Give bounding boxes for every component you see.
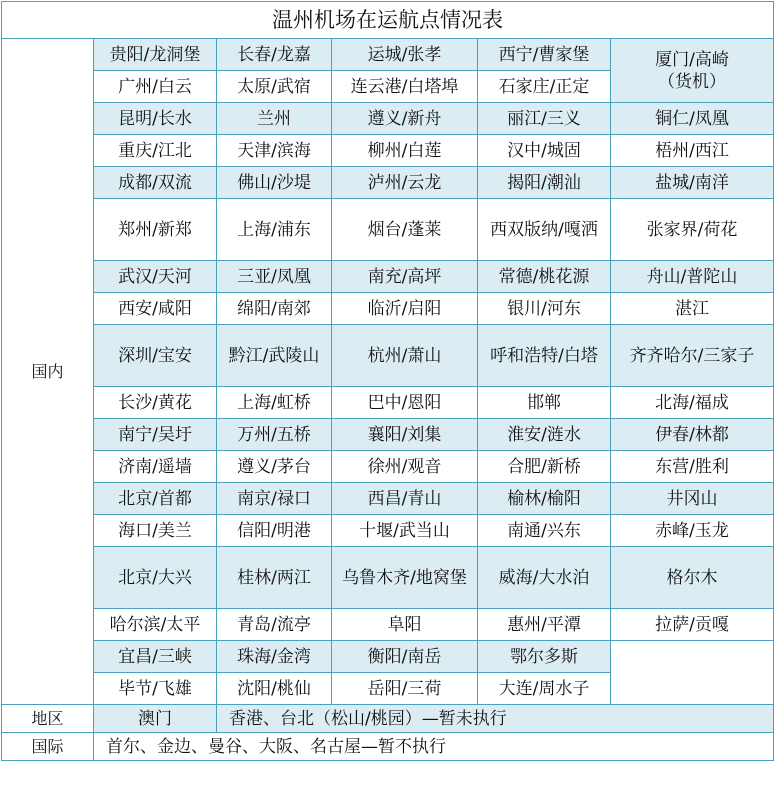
table-cell: 岳阳/三荷 — [332, 673, 478, 705]
international-category-label: 国际 — [2, 733, 94, 761]
table-cell: 西双版纳/嘎洒 — [478, 199, 611, 261]
table-cell: 银川/河东 — [478, 293, 611, 325]
cell-line: 厦门/高崎 — [655, 49, 729, 70]
table-cell: 杭州/萧山 — [332, 325, 478, 387]
table-cell: 北京/大兴 — [94, 547, 217, 609]
table-cell: 盐城/南洋 — [611, 167, 774, 199]
table-cell: 北京/首都 — [94, 483, 217, 515]
table-cell: 西安/咸阳 — [94, 293, 217, 325]
table-cell: 贵阳/龙洞堡 — [94, 39, 217, 71]
table-cell: 大连/周水子 — [478, 673, 611, 705]
table-cell: 南京/禄口 — [217, 483, 332, 515]
table-cell: 南通/兴东 — [478, 515, 611, 547]
table-cell: 运城/张孝 — [332, 39, 478, 71]
table-row — [2, 293, 774, 325]
table-row — [2, 387, 774, 419]
table-cell: 张家界/荷花 — [611, 199, 774, 261]
table-cell: 毕节/飞雄 — [94, 673, 217, 705]
table-cell: 绵阳/南郊 — [217, 293, 332, 325]
table-row — [2, 547, 774, 609]
table-cell: 拉萨/贡嘎 — [611, 609, 774, 641]
international-row — [2, 733, 774, 761]
table-cell: 成都/双流 — [94, 167, 217, 199]
table-cell: 佛山/沙堤 — [217, 167, 332, 199]
table-cell: 格尔木 — [611, 547, 774, 609]
table-cell: 广州/白云 — [94, 71, 217, 103]
region-row — [2, 705, 774, 733]
table-row — [2, 419, 774, 451]
table-cell — [611, 641, 774, 705]
route-table — [1, 1, 774, 761]
table-cell: 上海/浦东 — [217, 199, 332, 261]
table-cell: 北海/福成 — [611, 387, 774, 419]
table-cell: 烟台/蓬莱 — [332, 199, 478, 261]
table-cell: 徐州/观音 — [332, 451, 478, 483]
table-row — [2, 199, 774, 261]
table-cell: 重庆/江北 — [94, 135, 217, 167]
region-cell-macau: 澳门 — [94, 705, 217, 733]
table-cell: 西宁/曹家堡 — [478, 39, 611, 71]
table-cell: 巴中/恩阳 — [332, 387, 478, 419]
table-cell — [611, 39, 774, 103]
region-category-label: 地区 — [2, 705, 94, 733]
table-cell: 威海/大水泊 — [478, 547, 611, 609]
table-cell: 石家庄/正定 — [478, 71, 611, 103]
table-cell: 哈尔滨/太平 — [94, 609, 217, 641]
table-cell: 东营/胜利 — [611, 451, 774, 483]
table-cell: 长沙/黄花 — [94, 387, 217, 419]
table-cell: 常德/桃花源 — [478, 261, 611, 293]
table-cell: 遵义/新舟 — [332, 103, 478, 135]
table-cell: 昆明/长水 — [94, 103, 217, 135]
table-cell: 乌鲁木齐/地窝堡 — [332, 547, 478, 609]
route-table-container — [1, 1, 773, 788]
table-cell: 武汉/天河 — [94, 261, 217, 293]
table-cell: 上海/虹桥 — [217, 387, 332, 419]
table-cell: 舟山/普陀山 — [611, 261, 774, 293]
table-cell: 井冈山 — [611, 483, 774, 515]
table-cell: 榆林/榆阳 — [478, 483, 611, 515]
table-cell: 桂林/两江 — [217, 547, 332, 609]
cell-line: （货机） — [658, 71, 727, 92]
table-cell: 铜仁/凤凰 — [611, 103, 774, 135]
region-cell-others: 香港、台北（松山/桃园）—暂未执行 — [217, 705, 774, 733]
table-row — [2, 609, 774, 641]
table-cell: 深圳/宝安 — [94, 325, 217, 387]
table-row — [2, 261, 774, 293]
table-cell: 惠州/平潭 — [478, 609, 611, 641]
international-cell: 首尔、金边、曼谷、大阪、名古屋—暂不执行 — [94, 733, 774, 761]
table-cell: 宜昌/三峡 — [94, 641, 217, 673]
table-row — [2, 325, 774, 387]
table-cell: 万州/五桥 — [217, 419, 332, 451]
table-cell: 南宁/吴圩 — [94, 419, 217, 451]
table-cell: 青岛/流亭 — [217, 609, 332, 641]
table-cell: 柳州/白莲 — [332, 135, 478, 167]
table-cell: 汉中/城固 — [478, 135, 611, 167]
table-cell: 泸州/云龙 — [332, 167, 478, 199]
table-cell: 济南/遥墙 — [94, 451, 217, 483]
table-cell: 阜阳 — [332, 609, 478, 641]
table-cell: 天津/滨海 — [217, 135, 332, 167]
table-cell: 邯郸 — [478, 387, 611, 419]
table-row — [2, 167, 774, 199]
table-cell: 襄阳/刘集 — [332, 419, 478, 451]
table-cell: 连云港/白塔埠 — [332, 71, 478, 103]
table-cell: 太原/武宿 — [217, 71, 332, 103]
table-cell: 丽江/三义 — [478, 103, 611, 135]
table-row — [2, 451, 774, 483]
table-cell: 淮安/涟水 — [478, 419, 611, 451]
table-row — [2, 483, 774, 515]
table-cell: 兰州 — [217, 103, 332, 135]
table-cell: 三亚/凤凰 — [217, 261, 332, 293]
table-cell: 黔江/武陵山 — [217, 325, 332, 387]
table-row — [2, 641, 774, 673]
domestic-section — [2, 39, 774, 705]
table-cell: 沈阳/桃仙 — [217, 673, 332, 705]
table-cell: 海口/美兰 — [94, 515, 217, 547]
table-cell: 伊春/林都 — [611, 419, 774, 451]
table-cell: 鄂尔多斯 — [478, 641, 611, 673]
table-row — [2, 103, 774, 135]
table-row — [2, 135, 774, 167]
table-cell: 湛江 — [611, 293, 774, 325]
table-cell: 衡阳/南岳 — [332, 641, 478, 673]
table-cell: 齐齐哈尔/三家子 — [611, 325, 774, 387]
table-cell: 合肥/新桥 — [478, 451, 611, 483]
table-cell: 揭阳/潮汕 — [478, 167, 611, 199]
table-cell: 信阳/明港 — [217, 515, 332, 547]
table-title: 温州机场在运航点情况表 — [2, 2, 774, 39]
table-cell: 临沂/启阳 — [332, 293, 478, 325]
table-cell: 郑州/新郑 — [94, 199, 217, 261]
table-cell: 南充/高坪 — [332, 261, 478, 293]
table-cell: 遵义/茅台 — [217, 451, 332, 483]
table-row — [2, 39, 774, 71]
table-cell: 长春/龙嘉 — [217, 39, 332, 71]
table-cell: 梧州/西江 — [611, 135, 774, 167]
table-row — [2, 515, 774, 547]
table-cell: 赤峰/玉龙 — [611, 515, 774, 547]
table-cell: 西昌/青山 — [332, 483, 478, 515]
domestic-category-label: 国内 — [2, 39, 94, 705]
table-cell: 呼和浩特/白塔 — [478, 325, 611, 387]
table-cell: 十堰/武当山 — [332, 515, 478, 547]
table-cell: 珠海/金湾 — [217, 641, 332, 673]
